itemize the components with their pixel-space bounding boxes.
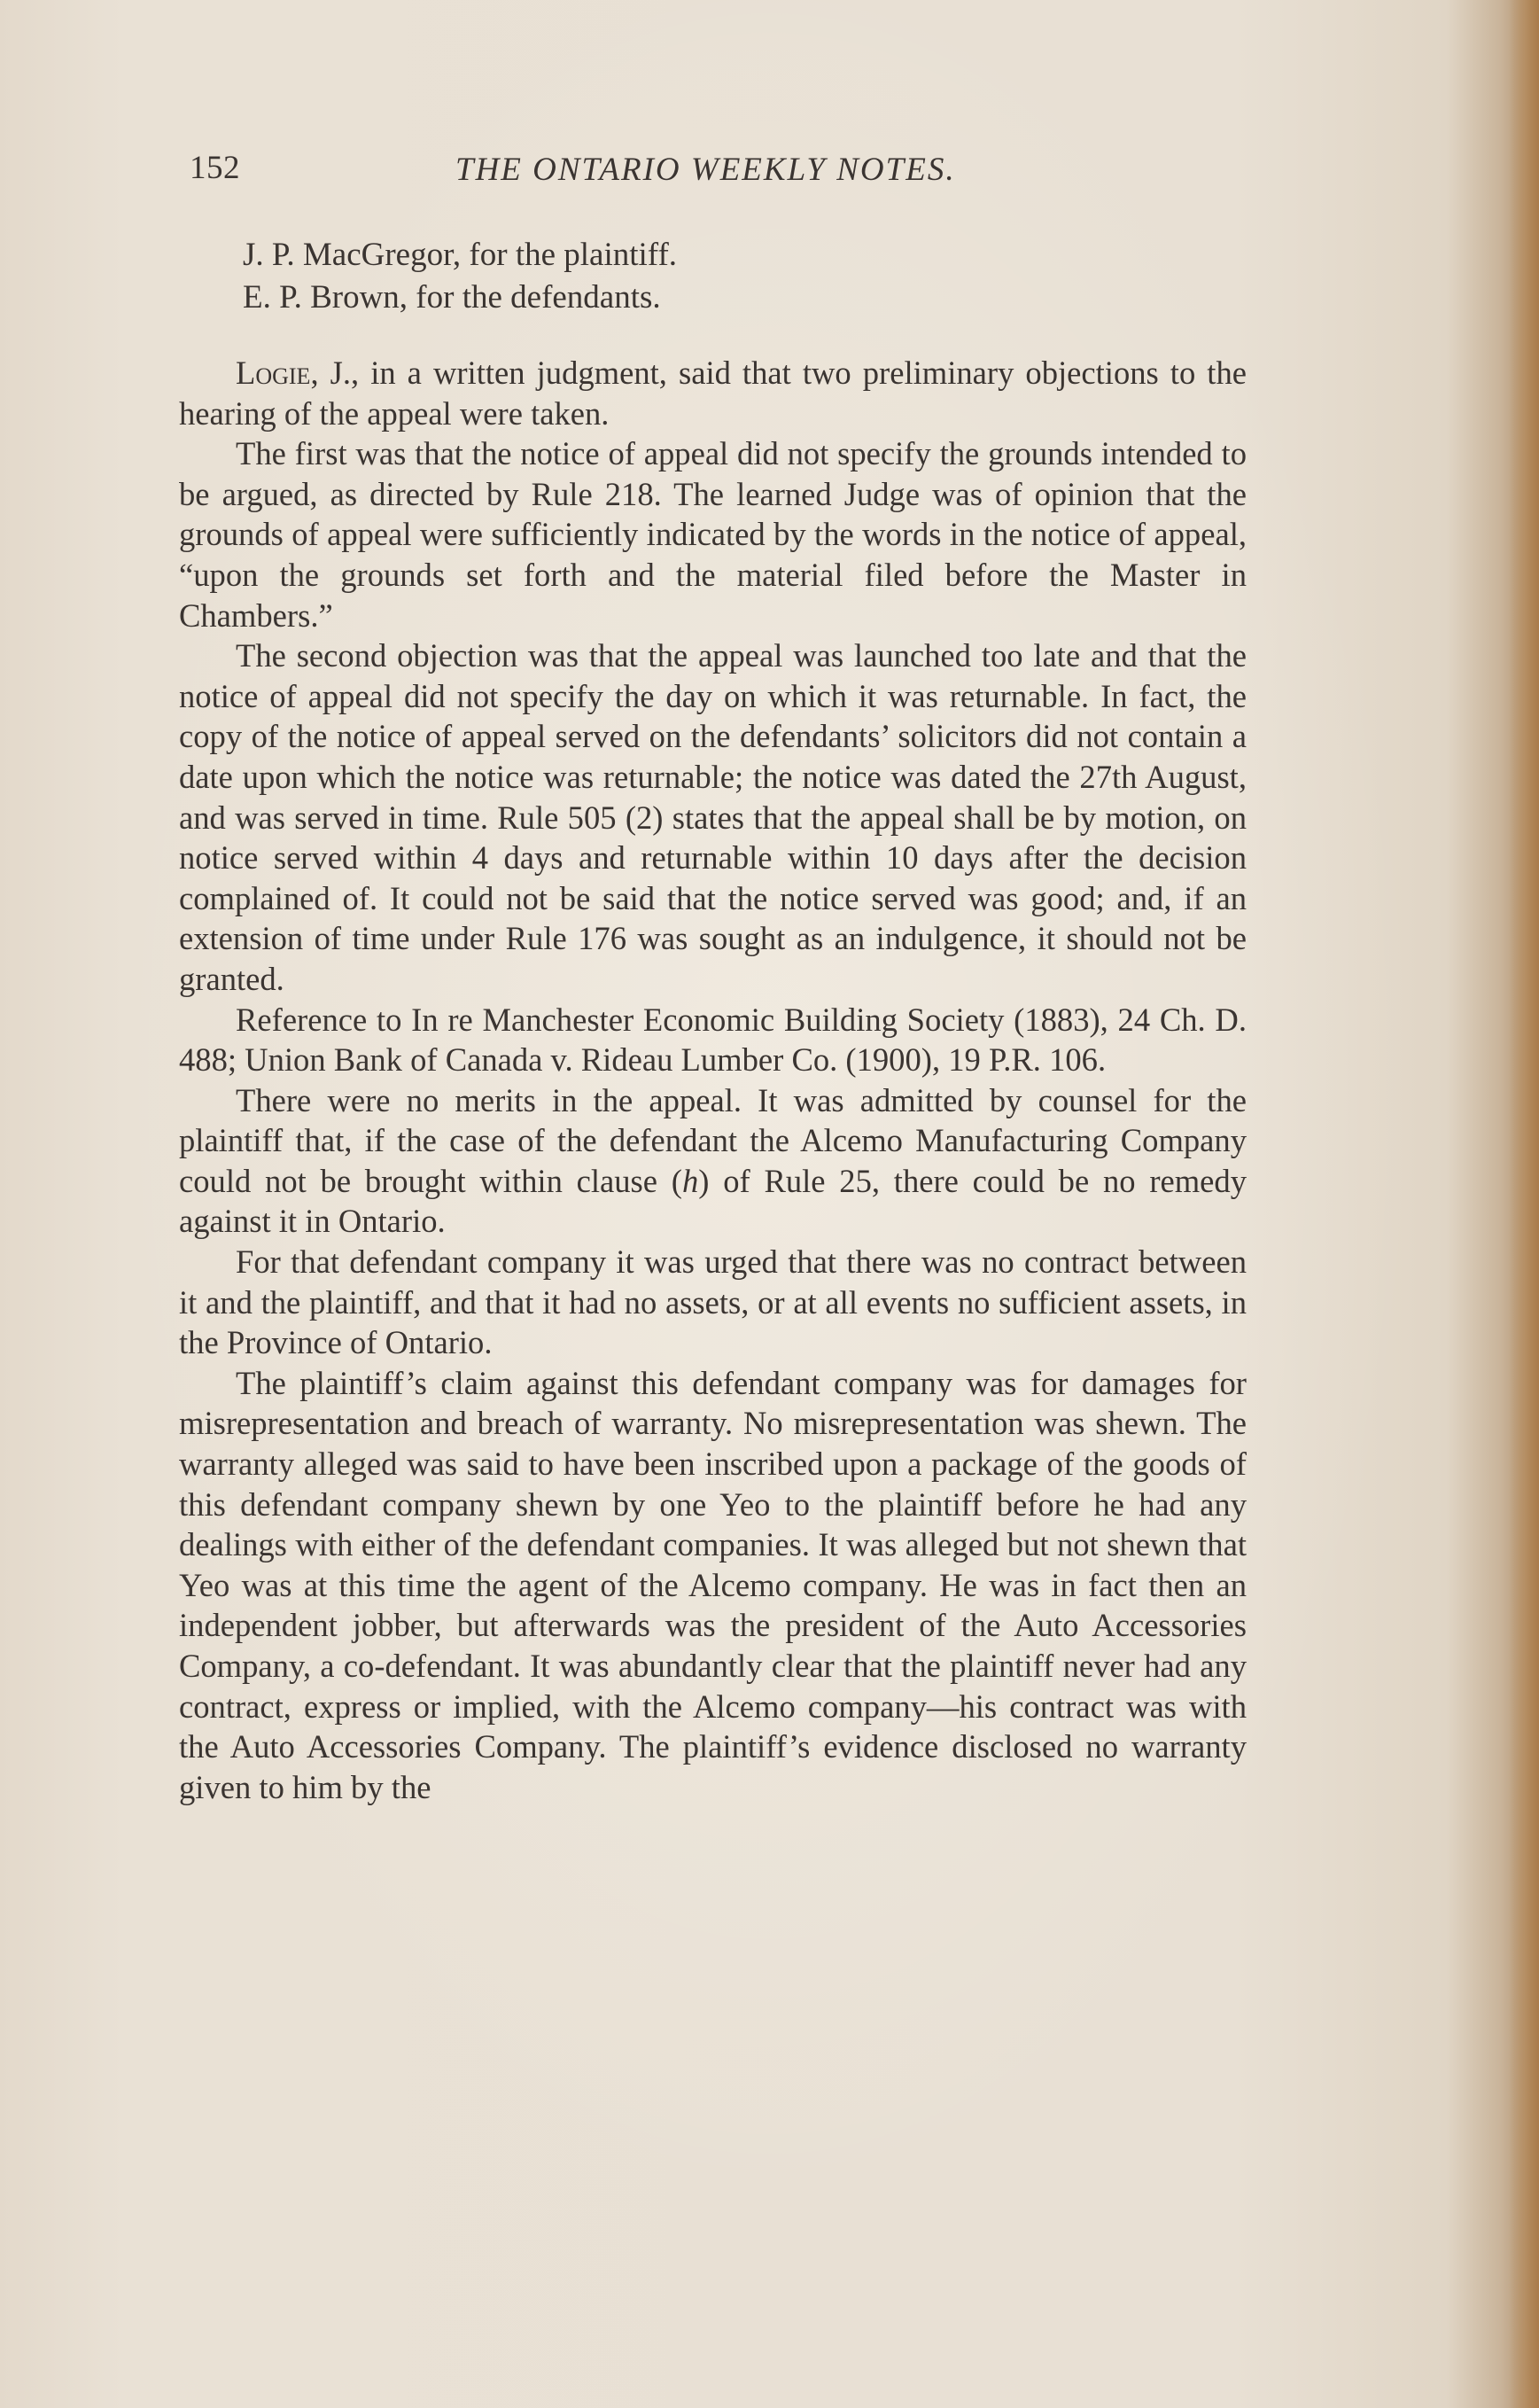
paragraph-defendant-contract: For that defendant company it was urged that there was no contract between it and the plaintiff, and that it had no assets, or at all events no sufficient assets, in the Province of Ontario. xyxy=(179,1243,1247,1361)
judgment-opening-paragraph xyxy=(179,353,1247,433)
counsel-plaintiff: J. P. MacGregor, for the plaintiff. xyxy=(243,237,678,273)
running-title: THE ONTARIO WEEKLY NOTES. xyxy=(455,152,956,188)
paragraph-second-objection: The second objection was that the appeal was launched too late and that the notice of appeal did not specify the day on which it was returnable. In fact, the copy of the notice of appeal served on the defendants’ solicitors did not contain a date upon which the notice was returnable; the notice was dated the 27th August, and was served in time. Rule 505 (2) states that the appeal shall be by motion, on notice served within 4 days and returnable within 10 days after the decision complained of. It could not be said that the notice served was good; and, if an extension of time under Rule 176 was sought as an indulgence, it should not be granted. xyxy=(179,637,1247,997)
merits-text-before: There were no merits in the appeal. It was admitted by counsel for the plaintiff that, if the case of the defendant the Alcemo Manufacturing Company could not be brought within clause ( xyxy=(179,1081,1247,1199)
clause-letter: h xyxy=(681,1162,699,1199)
paragraph-first-objection: The first was that the notice of appeal did not specify the grounds intended to be argued, as directed by Rule 218. The learned Judge was of opinion that the grounds of appeal were sufficiently indicated by the words in the notice of appeal, “upon the grounds set forth and the material filed before the Master in Chambers.” xyxy=(179,435,1247,634)
opening-text: , J., in a written judgment, said that two preliminary objections to the hearing of the appeal were taken. xyxy=(179,355,1247,432)
paragraph-references: Reference to In re Manchester Economic Building Society (1883), 24 Ch. D. 488; Union Bank of Canada v. Rideau Lumber Co. (1900), 19 P.R. 106. xyxy=(179,1001,1247,1079)
judgment-text xyxy=(179,353,1247,1807)
judge-name: Logie xyxy=(236,355,311,391)
page-number: 152 xyxy=(190,150,240,186)
page-edge-shadow xyxy=(1509,0,1539,2408)
running-header xyxy=(190,149,1253,202)
paragraph-merits xyxy=(179,1080,1247,1242)
paragraph-plaintiff-claim: The plaintiff’s claim against this defendant company was for damages for misrepresentation and breach of warranty. No misrepresentation was shewn. The warranty alleged was said to have been inscribed upon a package of the goods of this defendant company shewn by one Yeo to the plaintiff before he had any dealings with either of the defendant companies. It was alleged but not shewn that Yeo was at this time the agent of the Alcemo company. He was in fact then an independent jobber, but afterwards was the president of the Auto Accessories Company, a co-defendant. It was abundantly clear that the plaintiff never had any contract, express or implied, with the Alcemo company—his contract was with the Auto Accessories Company. The plaintiff’s evidence disclosed no warranty given to him by the xyxy=(179,1364,1247,1805)
merits-text-after: ) of Rule 25, there could be no remedy against it in Ontario. xyxy=(179,1162,1247,1240)
counsel-appearances xyxy=(243,234,1306,319)
counsel-defendants: E. P. Brown, for the defendants. xyxy=(243,279,661,316)
